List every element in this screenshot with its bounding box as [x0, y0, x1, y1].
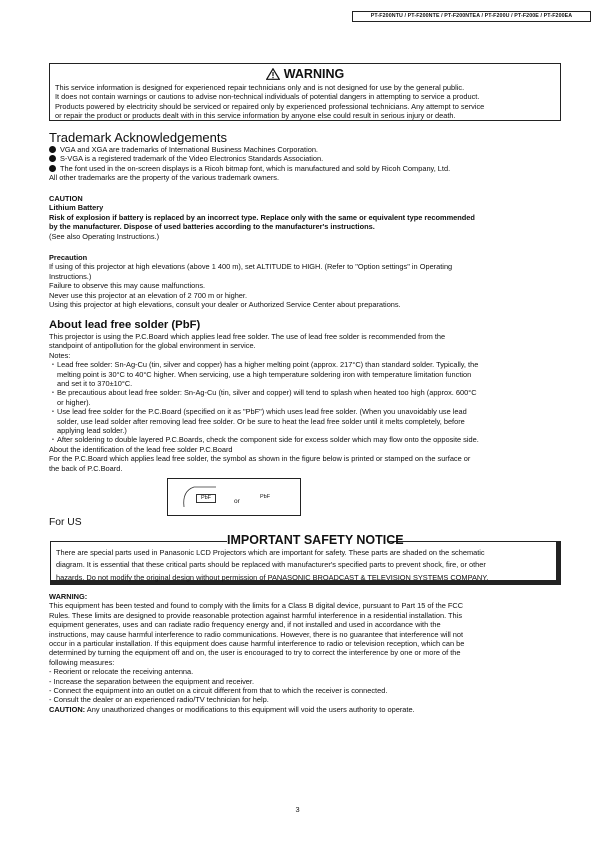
- warning-text: [55, 83, 556, 120]
- caution-note: (See also Operating Instructions.): [49, 231, 160, 241]
- precaution-line: Instructions.): [49, 271, 92, 281]
- fcc-caution-text: Any unauthorized changes or modifications to this equipment will void the users authority to operate.: [85, 704, 415, 714]
- warning-triangle-icon: [266, 68, 280, 80]
- fcc-measure: - Connect the equipment into an outlet on a circuit different from that to which the receiver is connected.: [49, 686, 388, 696]
- safety-notice-title: IMPORTANT SAFETY NOTICE: [227, 533, 404, 547]
- identification-line: About the identification of the lead free solder P.C.Board: [49, 444, 233, 454]
- bullet-icon: [49, 165, 56, 172]
- region-label: For US: [49, 517, 82, 528]
- pbf-symbol-boxed: PbF: [196, 494, 216, 503]
- precaution-label: Precaution: [49, 253, 88, 262]
- fcc-line: instructions, may cause harmful interference to radio communications. However, there is no guarantee that interference will not: [49, 629, 464, 639]
- warning-title-text: WARNING: [283, 67, 345, 81]
- trademark-item-text: S-VGA is a registered trademark of the Video Electronics Standards Association.: [60, 154, 324, 164]
- fcc-line: This equipment has been tested and found to comply with the limits for a Class B digital device, pursuant to Part 15 of the FCC: [49, 601, 464, 611]
- page-number: 3: [295, 805, 300, 814]
- trademark-heading: Trademark Acknowledgements: [49, 130, 227, 145]
- trademark-item-text: VGA and XGA are trademarks of International Business Machines Corporation.: [60, 145, 318, 154]
- safety-line: There are special parts used in Panasonic LCD Projectors which are important for safety. These parts are shaded on the schematic: [56, 548, 485, 557]
- fcc-line: equipment generates, uses and can radiate radio frequency energy and, if not installed and used in accordance with the: [49, 620, 441, 630]
- lead-free-intro-line: This projector is using the P.C.Board which applies lead free solder. The use of lead free solder is recommended from the: [49, 332, 446, 341]
- model-number-tag: PT-F200NTU / PT-F200NTE / PT-F200NTEA / PT-F200U / PT-F200E / PT-F200EA: [352, 11, 591, 22]
- fcc-line: determined by turning the equipment off and on, the user is encouraged to try to correct the interference by one or more of the: [49, 648, 461, 658]
- lead-free-intro-line: standpoint of antipollution for the global environment in service.: [49, 341, 256, 351]
- warning-box: [49, 63, 561, 121]
- note-line: Use lead free solder for the P.C.Board (specified on it as "PbF") which uses lead free solder. (When you unavoidably use lead: [57, 407, 467, 417]
- caution-line: by the manufacturer. Dispose of used batteries according to the manufacturer's instructions.: [49, 222, 375, 232]
- precaution-line: Never use this projector at an elevation of 2 700 m or higher.: [49, 290, 248, 300]
- note-item: [49, 360, 563, 388]
- note-line: applying lead solder.): [57, 426, 127, 436]
- note-line: melting point is 30°C to 40°C higher. When servicing, use a high temperature soldering iron with temperature limitation function: [57, 369, 472, 379]
- identification-line: the back of P.C.Board.: [49, 463, 123, 473]
- fcc-measure: - Consult the dealer or an experienced radio/TV technician for help.: [49, 695, 269, 705]
- warning-line: Products powered by electricity should be serviced or repaired only by experienced professional technicians. Any attempt to service: [55, 101, 485, 111]
- fcc-caution-label: CAUTION:: [49, 704, 86, 714]
- warning-line: This service information is designed for experienced repair technicians only and is not designed for use by the general public.: [55, 83, 465, 92]
- warning-line: or repair the product or products dealt with in this service information by anyone else could result in serious injury or death.: [55, 110, 456, 120]
- fcc-warning-label: WARNING:: [49, 592, 88, 601]
- precaution-section: [49, 253, 563, 309]
- notes-label: Notes:: [49, 350, 71, 360]
- precaution-line: Failure to observe this may cause malfunctions.: [49, 281, 206, 291]
- trademark-item: [49, 154, 563, 163]
- trademark-item: [49, 164, 563, 173]
- bullet-icon: [49, 146, 56, 153]
- note-line: Lead free solder: Sn-Ag-Cu (tin, silver and copper) has a higher melting point (approx. 217°C) than standard solder. Typically, the: [57, 360, 479, 370]
- safety-line: diagram. It is essential that these critical parts should be replaced with manufacturer's specified parts to prevent shock, fire, or other: [56, 560, 486, 570]
- trademark-item-text: The font used in the on-screen displays is a Ricoh bitmap font, which is manufactured and sold by Ricoh Company, Ltd.: [60, 163, 451, 173]
- warning-title: [50, 67, 560, 81]
- fcc-line: occur in a particular installation. If this equipment does cause harmful interference to radio or television reception, which can be: [49, 639, 465, 649]
- fcc-caution: [49, 705, 563, 714]
- note-line: or higher).: [57, 397, 91, 407]
- fcc-line: following measures:: [49, 657, 115, 667]
- note-item: [49, 407, 563, 435]
- precaution-line: If using of this projector at high elevations (above 1 400 m), set ALTITUDE to HIGH. (Refer to "Option settings" in Operating: [49, 262, 453, 272]
- caution-label: CAUTION: [49, 194, 83, 203]
- bullet-icon: [49, 155, 56, 162]
- note-mark: ・: [49, 407, 57, 417]
- pbf-or-label: or: [234, 498, 240, 505]
- note-mark: ・: [49, 388, 57, 398]
- identification-line: For the P.C.Board which applies lead free solder, the symbol as shown in the figure below is printed or stamped on the surface or: [49, 454, 471, 464]
- safety-notice-text: [56, 547, 553, 584]
- note-line: Be precautious about lead free solder: Sn-Ag-Cu (tin, silver and copper) will tend to splash when heated too high (approx. 600°C: [57, 388, 477, 398]
- trademark-section: [49, 130, 563, 183]
- fcc-warning-section: [49, 592, 563, 714]
- lead-free-section: [49, 319, 563, 473]
- fcc-measure: - Increase the separation between the equipment and receiver.: [49, 676, 255, 686]
- lead-free-heading: About lead free solder (PbF): [49, 319, 201, 331]
- note-mark: ・: [49, 360, 57, 370]
- trademark-footer: All other trademarks are the property of the various trademark owners.: [49, 173, 280, 183]
- pbf-symbol-plain: PbF: [260, 494, 271, 500]
- note-line: solder, use lead solder after removing lead free solder. Or be sure to heat the lead free solder until it melts completely, before: [57, 416, 465, 426]
- caution-section: [49, 194, 563, 241]
- pbf-symbol-figure: [167, 478, 301, 516]
- safety-line: hazards. Do not modify the original design without permission of PANASONIC BROADCAST & TELEVISION SYSTEMS COMPANY.: [56, 572, 489, 582]
- note-line: and set it to 370±10°C.: [57, 379, 133, 389]
- warning-line: It does not contain warnings or cautions to advise non-technical individuals of potential dangers in attempting to service a product.: [55, 92, 480, 102]
- precaution-line: Using this projector at high elevations, consult your dealer or Authorized Service Center about preparations.: [49, 300, 401, 310]
- note-item: [49, 388, 563, 407]
- fcc-line: Rules. These limits are designed to provide reasonable protection against harmful interference in a residential installation. This: [49, 610, 463, 620]
- caution-line: Risk of explosion if battery is replaced by an incorrect type. Replace only with the same or equivalent type recommended: [49, 212, 475, 222]
- fcc-measure: - Reorient or relocate the receiving antenna.: [49, 667, 194, 677]
- trademark-item: [49, 145, 563, 154]
- note-line: After soldering to double layered P.C.Boards, check the component side for excess solder which may flow onto the opposite side.: [57, 435, 479, 445]
- note-item: [49, 435, 563, 444]
- note-mark: ・: [49, 435, 57, 445]
- caution-sublabel: Lithium Battery: [49, 203, 104, 213]
